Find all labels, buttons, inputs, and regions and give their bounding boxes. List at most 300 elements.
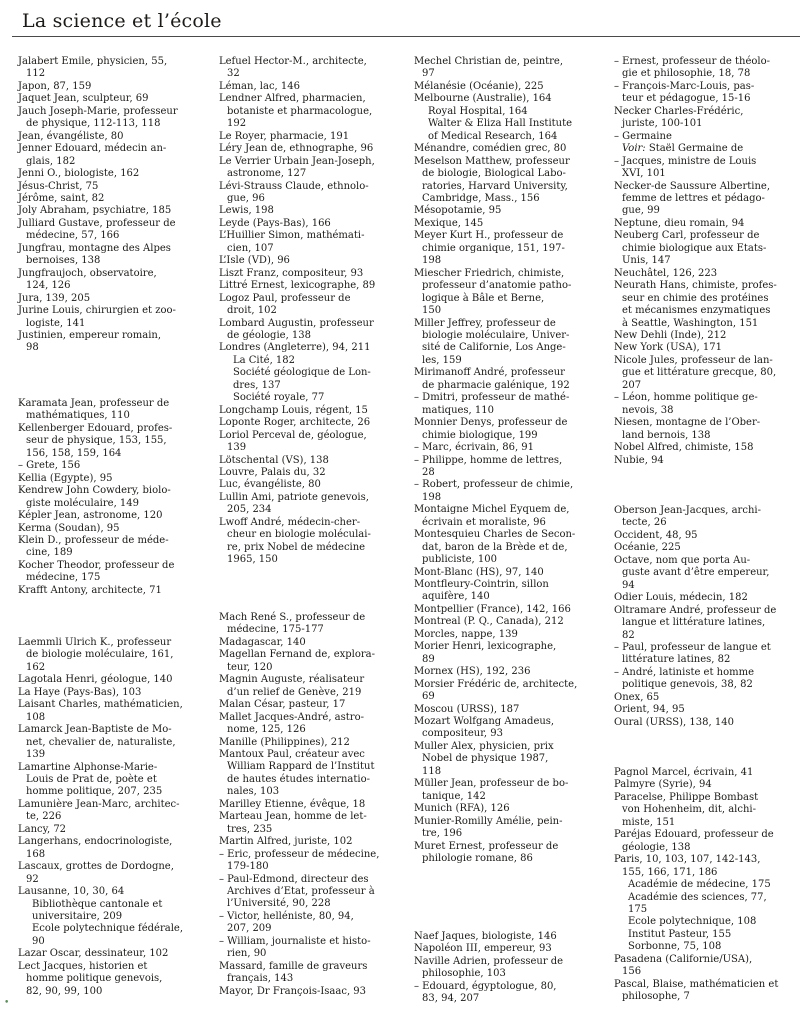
index-entry-line: Naef Jaques, biologiste, 146 — [414, 931, 557, 942]
index-entry-continuation: Société royale, 77 — [233, 392, 325, 404]
index-entry — [414, 679, 589, 704]
index-entry-line: Mayor, Dr François-Isaac, 93 — [219, 985, 367, 997]
index-entry-continuation: 1965, 150 — [227, 554, 278, 566]
index-letter-group — [614, 767, 789, 1004]
index-entry-line: Neurath Hans, chimiste, profes- — [614, 280, 777, 292]
index-entry-line: Kendrew John Cowdery, biolo- — [18, 485, 171, 497]
index-entry-line: Léman, lac, 146 — [219, 80, 301, 92]
index-entry-continuation: philologie romane, 86 — [422, 853, 533, 864]
index-entry — [614, 692, 789, 704]
index-entry — [219, 811, 394, 836]
index-entry — [18, 131, 193, 143]
index-entry-continuation: 124, 126 — [26, 280, 71, 292]
index-entry-line: Madagascar, 140 — [219, 636, 306, 648]
index-entry-continuation: 98 — [26, 342, 39, 354]
index-entry-line: – William, journaliste et histo- — [219, 935, 371, 947]
index-entry-continuation: giste moléculaire, 149 — [26, 497, 140, 509]
index-entry-continuation: cine, 189 — [26, 547, 73, 559]
index-entry — [219, 637, 394, 649]
index-entry-line: Moscou (URSS), 187 — [414, 703, 520, 715]
index-entry — [18, 560, 193, 585]
index-entry-continuation: 198 — [422, 255, 442, 267]
index-entry — [614, 592, 789, 604]
index-entry-line: Müller Jean, professeur de bo- — [414, 778, 569, 790]
index-entry-line: Mirimanoff André, professeur — [414, 367, 565, 379]
index-entry — [614, 106, 789, 131]
index-entry — [18, 168, 193, 180]
index-entry — [414, 629, 589, 641]
index-entry-continuation: re, prix Nobel de médecine — [227, 541, 366, 553]
index-entry-line: Karamata Jean, professeur de — [18, 398, 170, 409]
index-entry-line: Londres (Angleterre), 94, 211 — [219, 342, 371, 354]
index-entry-continuation: biologie moléculaire, Univer- — [422, 329, 570, 341]
index-entry-continuation: 198 — [422, 491, 442, 503]
index-entry — [614, 392, 789, 417]
index-entry — [18, 687, 193, 699]
index-entry-line: Paracelse, Philippe Bombast — [614, 791, 759, 803]
index-entry-line: Jurine Louis, chirurgien et zoo- — [18, 305, 176, 317]
index-entry-continuation: 32 — [227, 68, 240, 80]
index-entry — [219, 93, 394, 130]
index-entry-continuation: ratories, Harvard University, — [422, 180, 568, 192]
index-entry — [219, 131, 394, 143]
index-entry-continuation: gue, 99 — [622, 205, 660, 217]
index-entry — [219, 649, 394, 674]
index-entry-continuation: écrivain et moraliste, 96 — [422, 516, 546, 528]
index-entry-line: Lefuel Hector-M., architecte, — [219, 56, 367, 67]
index-entry-line: La Haye (Pays-Bas), 103 — [18, 686, 142, 698]
index-entry-continuation: 192 — [227, 118, 247, 130]
index-entry-continuation: Walter & Eliza Hall Institute — [428, 118, 573, 130]
index-entry-continuation: Voir: Staël Germaine de — [622, 143, 744, 155]
index-entry-line: Jenni O., biologiste, 162 — [18, 168, 140, 180]
index-entry-line: – Paul-Edmond, directeur des — [219, 873, 369, 885]
index-entry — [614, 230, 789, 267]
index-entry-continuation: bernoises, 138 — [26, 255, 101, 267]
index-entry-line: Luc, évangéliste, 80 — [219, 479, 321, 491]
index-entry — [219, 699, 394, 711]
index-entry-line: Martin Alfred, juriste, 102 — [219, 836, 353, 848]
index-entry-line: Longchamp Louis, régent, 15 — [219, 404, 368, 416]
index-entry-line: Melbourne (Australie), 164 — [414, 93, 552, 105]
index-entry — [18, 460, 193, 472]
index-entry-continuation: XVI, 101 — [622, 168, 666, 180]
index-entry — [18, 510, 193, 522]
index-entry-continuation: 83, 94, 207 — [422, 993, 480, 1005]
index-entry-continuation: net, chevalier de, naturaliste, — [26, 736, 176, 748]
index-entry — [219, 712, 394, 737]
index-entry-continuation: 207 — [622, 379, 642, 391]
index-entry — [614, 854, 789, 954]
index-entry-continuation: gie et philosophie, 18, 78 — [622, 68, 751, 80]
index-entry-continuation: compositeur, 93 — [422, 728, 503, 740]
index-entry — [18, 423, 193, 460]
index-entry-continuation: et mécanismes enzymatiques — [622, 305, 771, 317]
index-entry-line: Lamunière Jean-Marc, architec- — [18, 798, 180, 810]
index-entry-continuation: gue, 96 — [227, 192, 265, 204]
index-entry-line: Kellenberger Edouard, profes- — [18, 422, 173, 434]
index-entry-continuation: universitaire, 209 — [32, 910, 123, 922]
index-entry — [614, 779, 789, 791]
index-entry-continuation: à Seattle, Washington, 151 — [622, 317, 759, 329]
index-entry — [18, 861, 193, 886]
index-entry-line: Leyde (Pays-Bas), 166 — [219, 217, 331, 229]
index-entry-line: Nobel Alfred, chimiste, 158 — [614, 442, 754, 454]
index-entry-line: New Dehli (Inde), 212 — [614, 329, 727, 341]
index-entry-continuation: les, 159 — [422, 354, 462, 366]
index-entry-line: Lendner Alfred, pharmacien, — [219, 93, 366, 105]
index-entry — [414, 641, 589, 666]
index-entry — [18, 143, 193, 168]
index-entry-line: Pascal, Blaise, mathématicien et — [614, 978, 779, 990]
index-entry-line: New York (USA), 171 — [614, 342, 722, 354]
index-entry — [18, 268, 193, 293]
index-entry-line: Littré Ernest, lexicographe, 89 — [219, 280, 376, 292]
index-entry-continuation: tres, 235 — [227, 823, 273, 835]
index-entry — [219, 492, 394, 517]
index-entry — [219, 56, 394, 81]
index-entry — [414, 567, 589, 579]
index-entry-line: Lamartine Alphonse-Marie- — [18, 761, 158, 773]
index-entry-line: Jungfraujoch, observatoire, — [18, 267, 157, 279]
index-entry-line: Miescher Friedrich, chimiste, — [414, 267, 565, 279]
index-entry-line: Munier-Romilly Amélie, pein- — [414, 815, 563, 827]
index-entry — [219, 342, 394, 404]
index-entry-line: Le Verrier Urbain Jean-Joseph, — [219, 155, 375, 167]
index-entry-line: Louvre, Palais du, 32 — [219, 466, 326, 478]
index-entry-continuation: tre, 196 — [422, 828, 463, 840]
index-entry-continuation: logique à Bâle et Berne, — [422, 292, 545, 304]
index-entry-continuation: chimie biologique, 199 — [422, 429, 538, 441]
index-entry-continuation: de biologie, Biological Labo- — [422, 168, 566, 180]
index-entry — [414, 841, 589, 866]
index-entry-continuation: 156, 158, 159, 164 — [26, 447, 122, 459]
index-entry-line: Loponte Roger, architecte, 26 — [219, 417, 371, 429]
index-entry — [18, 699, 193, 724]
index-entry-continuation: teur et pédagogue, 15-16 — [622, 93, 751, 105]
index-entry-line: Mélanésie (Océanie), 225 — [414, 80, 544, 92]
index-entry-continuation: chimie organique, 151, 197- — [422, 242, 565, 254]
index-entry-continuation: 108 — [26, 711, 46, 723]
index-entry-line: Oberson Jean-Jacques, archi- — [614, 505, 761, 516]
index-entry — [219, 986, 394, 998]
index-entry-line: Jura, 139, 205 — [18, 292, 91, 304]
index-entry-continuation: d’un relief de Genève, 219 — [227, 686, 362, 698]
index-entry-line: Octave, nom que porta Au- — [614, 554, 751, 566]
index-entry — [414, 803, 589, 815]
index-entry — [219, 874, 394, 911]
index-entry — [18, 56, 193, 81]
index-entry — [614, 530, 789, 542]
index-entry-continuation: William Rappard de l’Institut — [227, 761, 375, 773]
index-entry — [414, 392, 589, 417]
index-entry — [18, 193, 193, 205]
index-letter-group — [18, 56, 193, 355]
index-entry-continuation: tanique, 142 — [422, 790, 486, 802]
index-entry-line: Loriol Perceval de, géologue, — [219, 429, 367, 441]
index-entry-line: Jungfrau, montagne des Alpes — [18, 242, 171, 254]
index-entry-line: – Philippe, homme de lettres, — [414, 454, 563, 466]
index-entry-continuation: dat, baron de la Brède et de, — [422, 541, 568, 553]
index-letter-group — [614, 505, 789, 729]
index-entry-line: Odier Louis, médecin, 182 — [614, 592, 748, 604]
index-entry-continuation: nales, 103 — [227, 786, 280, 798]
index-entry-line: Morcles, nappe, 139 — [414, 628, 518, 640]
index-entry — [414, 143, 589, 155]
index-entry-line: Léry Jean de, ethnographe, 96 — [219, 143, 374, 155]
index-entry-line: Mantoux Paul, créateur avec — [219, 748, 365, 760]
index-entry — [414, 367, 589, 392]
index-entry — [219, 205, 394, 217]
index-entry — [219, 430, 394, 455]
index-entry-line: Lazar Oscar, dessinateur, 102 — [18, 948, 169, 960]
index-entry — [18, 218, 193, 243]
index-entry-continuation: philosophie, 103 — [422, 968, 506, 980]
index-entry-line: Kerma (Soudan), 95 — [18, 522, 120, 534]
index-entry — [414, 816, 589, 841]
index-entry-line: Laisant Charles, mathématicien, — [18, 699, 183, 711]
index-entry-continuation: médecine, 175-177 — [227, 624, 324, 636]
index-entry — [18, 535, 193, 560]
index-entry-continuation: médecine, 175 — [26, 572, 101, 584]
index-entry-line: Orient, 94, 95 — [614, 704, 685, 716]
index-entry-continuation: l’Université, 90, 228 — [227, 898, 331, 910]
index-entry-line: Lullin Ami, patriote genevois, — [219, 491, 369, 503]
index-entry — [219, 737, 394, 749]
index-entry-line: Mont-Blanc (HS), 97, 140 — [414, 566, 544, 578]
index-entry-continuation: 139 — [26, 749, 46, 761]
index-entry — [414, 479, 589, 504]
index-entry — [414, 230, 589, 267]
index-entry — [219, 280, 394, 292]
index-entry-continuation: professeur d’anatomie patho- — [422, 280, 572, 292]
index-entry-line: Lötschental (VS), 138 — [219, 454, 329, 466]
index-entry — [219, 749, 394, 799]
index-letter-group — [18, 398, 193, 597]
index-entry — [18, 585, 193, 597]
index-entry-line: Muller Alex, physicien, prix — [414, 740, 554, 752]
index-entry — [414, 81, 589, 93]
index-letter-group — [614, 56, 789, 467]
index-entry-continuation: miste, 151 — [622, 816, 676, 828]
index-entry-line: – Marc, écrivain, 86, 91 — [414, 442, 535, 454]
index-entry — [414, 205, 589, 217]
index-entry — [18, 799, 193, 824]
index-entry-line: Oural (URSS), 138, 140 — [614, 716, 734, 728]
index-entry — [219, 143, 394, 155]
index-entry — [219, 911, 394, 936]
index-entry — [414, 778, 589, 803]
index-entry-line: Mexique, 145 — [414, 217, 484, 229]
index-entry — [18, 523, 193, 535]
index-entry-continuation: of Medical Research, 164 — [428, 130, 558, 142]
index-entry — [614, 792, 789, 829]
index-entry-line: Neuberg Carl, professeur de — [614, 230, 760, 242]
index-entry-line: Miller Jeffrey, professeur de — [414, 317, 556, 329]
index-entry — [614, 131, 789, 156]
index-entry — [614, 280, 789, 330]
index-entry-continuation: français, 143 — [227, 973, 294, 985]
index-entry-line: Massard, famille de graveurs — [219, 960, 368, 972]
index-entry — [18, 205, 193, 217]
index-entry-line: Mach René S., professeur de — [219, 612, 366, 623]
index-entry — [614, 355, 789, 392]
index-entry-line: Océanie, 225 — [614, 542, 681, 554]
index-entry — [614, 268, 789, 280]
index-entry-line: Lewis, 198 — [219, 205, 274, 217]
index-entry-line: Pasadena (Californie/USA), — [614, 953, 753, 965]
index-entry — [414, 666, 589, 678]
index-entry-line: Onex, 65 — [614, 691, 660, 703]
index-entry-line: Marteau Jean, homme de let- — [219, 811, 367, 823]
index-entry — [414, 93, 589, 143]
index-entry-continuation: 92 — [26, 873, 39, 885]
index-entry-continuation: de hautes études internatio- — [227, 773, 370, 785]
index-entry-line: Lausanne, 10, 30, 64 — [18, 886, 125, 898]
index-entry-line: Mornex (HS), 192, 236 — [414, 666, 531, 678]
index-entry — [414, 417, 589, 442]
index-entry-line: Jalabert Emile, physicien, 55, — [18, 56, 168, 67]
index-entry — [219, 255, 394, 267]
index-entry-line: – André, latiniste et homme — [614, 666, 755, 678]
index-entry-line: Nicole Jules, professeur de lan- — [614, 354, 773, 366]
index-entry-line: – Eric, professeur de médecine, — [219, 848, 380, 860]
index-entry — [614, 555, 789, 592]
index-entry-continuation: 207, 209 — [227, 923, 272, 935]
index-entry — [219, 405, 394, 417]
index-entry-line: Lévi-Strauss Claude, ethnolo- — [219, 180, 369, 192]
index-entry — [414, 931, 589, 943]
index-entry — [414, 318, 589, 368]
index-entry-continuation: cien, 107 — [227, 242, 274, 254]
index-entry — [18, 762, 193, 799]
index-entry — [219, 612, 394, 637]
index-entry-line: Ménandre, comédien grec, 80 — [414, 143, 567, 155]
index-entry-line: Neptune, dieu romain, 94 — [614, 217, 745, 229]
index-entry-line: Kellia (Egypte), 95 — [18, 472, 113, 484]
index-entry-continuation: Ecole polytechnique fédérale, — [32, 923, 184, 935]
index-entry-line: Laemmli Ulrich K., professeur — [18, 637, 172, 648]
index-entry-line: – Dmitri, professeur de mathé- — [414, 392, 570, 404]
index-entry — [18, 824, 193, 836]
index-entry-continuation: glais, 182 — [26, 155, 76, 167]
index-entry-continuation: Académie des sciences, 77, — [628, 891, 767, 903]
index-entry — [414, 616, 589, 628]
index-entry — [219, 318, 394, 343]
index-entry-continuation: botaniste et pharmacologue, — [227, 105, 373, 117]
index-entry-line: Montpellier (France), 142, 166 — [414, 603, 571, 615]
index-entry — [18, 724, 193, 761]
index-entry — [614, 979, 789, 1004]
index-entry-continuation: de physique, 112-113, 118 — [26, 118, 161, 130]
index-entry-line: Niesen, montagne de l’Ober- — [614, 417, 761, 429]
index-entry-line: Palmyre (Syrie), 94 — [614, 779, 712, 791]
index-entry-continuation: 69 — [422, 691, 435, 703]
index-entry-continuation: 155, 166, 171, 186 — [622, 866, 718, 878]
index-entry-line: Lombard Augustin, professeur — [219, 317, 374, 329]
index-entry-line: Lancy, 72 — [18, 823, 67, 835]
index-entry — [219, 517, 394, 567]
index-entry-line: Malan César, pasteur, 17 — [219, 699, 346, 711]
index-entry-line: Jauch Joseph-Marie, professeur — [18, 105, 178, 117]
index-entry — [414, 604, 589, 616]
index-entry-continuation: 162 — [26, 661, 46, 673]
index-entry-continuation: 89 — [422, 653, 435, 665]
index-entry-line: L’Isle (VD), 96 — [219, 255, 290, 267]
index-entry-line: Klein D., professeur de méde- — [18, 534, 169, 546]
index-entry — [614, 642, 789, 667]
index-entry-continuation: Louis de Prat de, poète et — [26, 773, 157, 785]
index-entry — [414, 579, 589, 604]
index-entry — [414, 218, 589, 230]
index-entry-line: Necker Charles-Frédéric, — [614, 105, 744, 117]
index-entry-line: Mallet Jacques-André, astro- — [219, 711, 364, 723]
index-entry-line: Jean, évangéliste, 80 — [18, 130, 124, 142]
index-letter-group — [18, 637, 193, 998]
index-entry — [219, 230, 394, 255]
index-entry-line: – Paul, professeur de langue et — [614, 641, 771, 653]
index-entry — [414, 956, 589, 981]
index-entry-continuation: aquifère, 140 — [422, 591, 490, 603]
index-entry-continuation: teur, 120 — [227, 661, 273, 673]
index-entry-line: Lamarck Jean-Baptiste de Mo- — [18, 724, 172, 736]
index-entry-continuation: mathématiques, 110 — [26, 410, 130, 422]
index-entry-continuation: publiciste, 100 — [422, 554, 497, 566]
index-entry-continuation: von Hohenheim, dit, alchi- — [622, 804, 756, 816]
index-entry-continuation: 97 — [422, 68, 435, 80]
index-entry-continuation: Cambridge, Mass., 156 — [422, 192, 540, 204]
index-entry — [414, 704, 589, 716]
index-entry-line: Logoz Paul, professeur de — [219, 292, 351, 304]
index-entry — [219, 936, 394, 961]
index-entry-line: Jenner Edouard, médecin an- — [18, 143, 167, 155]
index-entry-continuation: 82 — [622, 629, 635, 641]
index-entry — [614, 417, 789, 442]
index-entry-continuation: politique genevois, 38, 82 — [622, 679, 753, 691]
index-entry — [614, 156, 789, 181]
index-entry — [219, 156, 394, 181]
index-entry-line: – Edouard, égyptologue, 80, — [414, 980, 557, 992]
index-entry-continuation: chimie biologique aux Etats- — [622, 242, 767, 254]
index-entry-continuation: astronome, 127 — [227, 168, 307, 180]
index-entry-continuation: Ecole polytechnique, 108 — [628, 916, 757, 928]
index-entry-line: – Robert, professeur de chimie, — [414, 479, 574, 491]
index-entry-continuation: de géologie, 138 — [227, 329, 312, 341]
index-entry-line: Monnier Denys, professeur de — [414, 417, 568, 429]
index-entry-line: Montaigne Michel Eyquem de, — [414, 504, 570, 516]
index-entry — [18, 473, 193, 485]
index-entry — [219, 455, 394, 467]
index-entry — [18, 330, 193, 355]
index-entry-continuation: 118 — [422, 765, 442, 777]
index-entry-line: Lagotala Henri, géologue, 140 — [18, 674, 173, 686]
index-entry-line: Paris, 10, 103, 107, 142-143, — [614, 854, 761, 866]
index-entry-continuation: femme de lettres et pédago- — [622, 192, 765, 204]
index-entry — [219, 961, 394, 986]
index-entry-line: Necker-de Saussure Albertine, — [614, 180, 771, 192]
index-entry — [18, 181, 193, 193]
index-entry-continuation: gue et littérature grecque, 80, — [622, 367, 777, 379]
index-entry-continuation: 156 — [622, 966, 642, 978]
index-entry-continuation: 90 — [32, 935, 45, 947]
index-entry — [18, 293, 193, 305]
index-entry — [18, 961, 193, 998]
index-entry-line: – Grete, 156 — [18, 460, 81, 472]
index-entry-line: Langerhans, endocrinologiste, — [18, 836, 173, 848]
index-entry-line: Neuchâtel, 126, 223 — [614, 267, 718, 279]
index-entry-continuation: rien, 90 — [227, 948, 267, 960]
index-entry-continuation: 82, 90, 99, 100 — [26, 985, 103, 997]
